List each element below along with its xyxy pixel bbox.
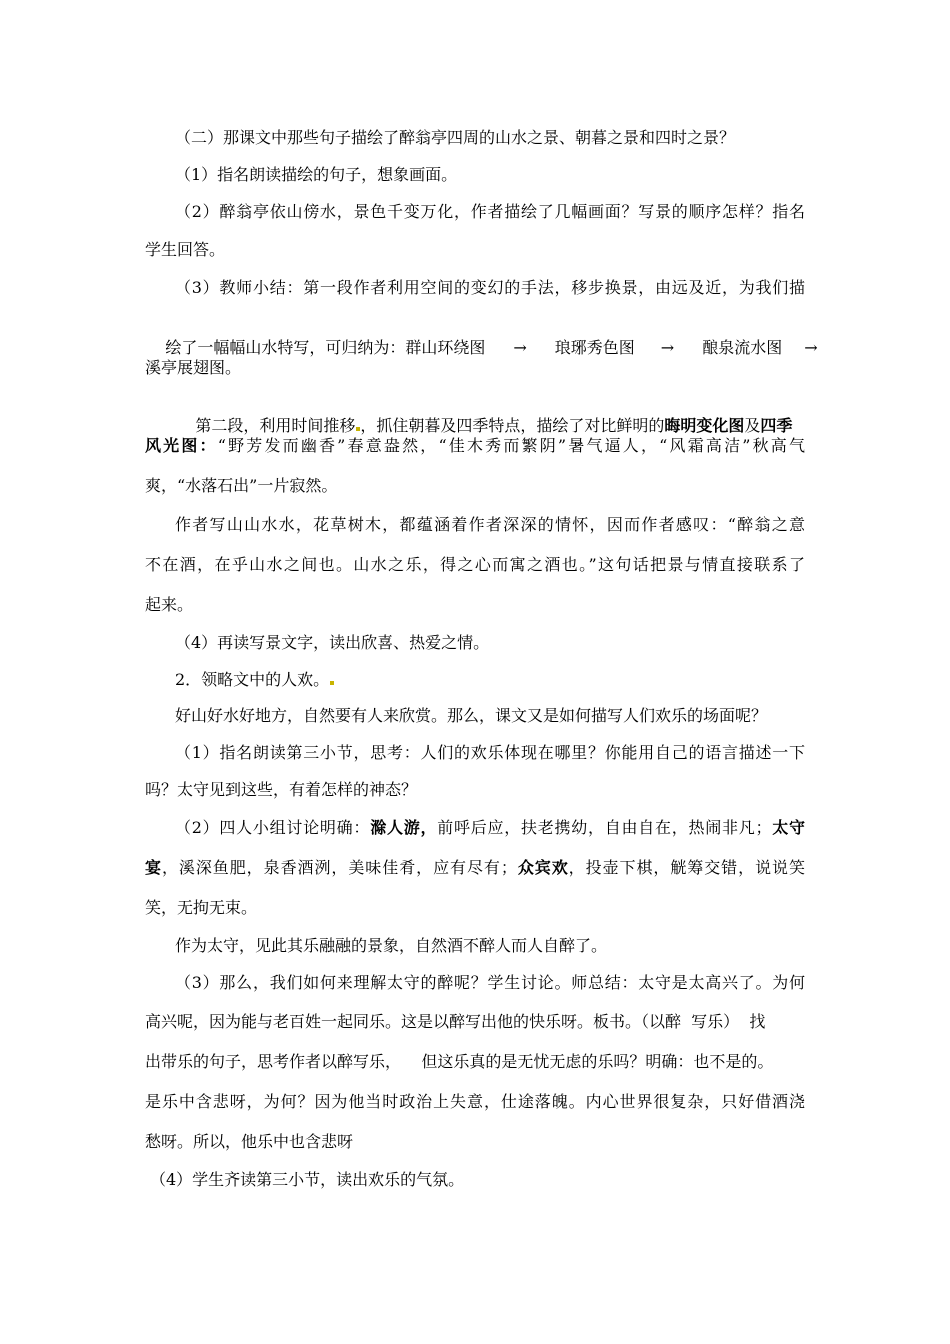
arrow-icon: → [513, 338, 527, 357]
paragraph-line: 吗？太守见到这些，有着怎样的神态？ [145, 780, 418, 799]
paragraph-line: 高兴呢，因为能与老百姓一起同乐。这是以醉写出他的快乐呀。板书。（以醉 写乐） 找 [145, 1012, 766, 1031]
paragraph-line: 绘了一幅幅山水特写，可归纳为：群山环绕图 → 琅琊秀色图 → 酿泉流水图 → [165, 338, 818, 357]
paragraph-line: 愁呀。所以，他乐中也含悲呀 [145, 1132, 354, 1151]
paragraph-line: （4）学生齐读第三小节，读出欢乐的气氛。 [150, 1170, 465, 1189]
paragraph-line: 溪亭展翅图。 [145, 358, 242, 377]
arrow-icon: → [660, 338, 675, 357]
section-heading: 2．领略文中的人欢。 [175, 670, 334, 690]
paragraph-line: （2）四人小组讨论明确：滁人游，前呼后应，扶老携幼，自由自在，热闹非凡；太守 [175, 818, 805, 837]
paragraph-line: 是乐中含悲呀，为何？因为他当时政治上失意，仕途落魄。内心世界很复杂，只好借酒浇 [145, 1092, 805, 1111]
paragraph-line: （3）那么，我们如何来理解太守的醉呢？学生讨论。师总结：太守是太高兴了。为何 [175, 973, 805, 992]
paragraph-line: 第二段，利用时间推移 ，抓住朝暮及四季特点，描绘了对比鲜明的晦明变化图及四季 [195, 416, 793, 435]
paragraph-line: 好山好水好地方，自然要有人来欣赏。那么，课文又是如何描写人们欢乐的场面呢？ [175, 706, 768, 725]
paragraph-line: （1）指名朗读第三小节，思考：人们的欢乐体现在哪里？你能用自己的语言描述一下 [175, 743, 805, 762]
paragraph-line: 宴，溪深鱼肥，泉香酒洌，美味佳肴，应有尽有；众宾欢，投壶下棋，觥筹交错，说说笑 [145, 858, 805, 877]
question-heading: （二）那课文中那些句子描绘了醉翁亭四周的山水之景、朝暮之景和四时之景？ [175, 128, 736, 147]
paragraph-line: （2）醉翁亭依山傍水，景色千变万化，作者描绘了几幅画面？写景的顺序怎样？指名 [175, 202, 805, 221]
paragraph-line: （4）再读写景文字，读出欣喜、热爱之情。 [175, 633, 490, 652]
paragraph-line: （3）教师小结：第一段作者利用空间的变幻的手法，移步换景，由远及近，为我们描 [175, 278, 805, 297]
mark-dot [330, 681, 334, 685]
arrow-icon: → [804, 338, 818, 357]
paragraph-line: 学生回答。 [145, 240, 226, 259]
paragraph-line: 风光图：“野芳发而幽香”春意盎然，“佳木秀而繁阴”暑气逼人，“风霜高洁”秋高气 [145, 436, 805, 455]
paragraph-line: 作者写山山水水，花草树木，都蕴涵着作者深深的情怀，因而作者感叹：“醉翁之意 [175, 515, 805, 534]
paragraph-line: 爽，“水落石出”一片寂然。 [145, 476, 338, 495]
paragraph-line: （1）指名朗读描绘的句子，想象画面。 [175, 165, 458, 184]
paragraph-line: 起来。 [145, 595, 194, 614]
paragraph-line: 作为太守，见此其乐融融的景象，自然酒不醉人而人自醉了。 [175, 936, 608, 955]
paragraph-line: 不在酒，在乎山水之间也。山水之乐，得之心而寓之酒也。”这句话把景与情直接联系了 [145, 555, 805, 574]
paragraph-line: 笑，无拘无束。 [145, 898, 258, 917]
paragraph-line: 出带乐的句子，思考作者以醉写乐， 但这乐真的是无忧无虑的乐吗？明确：也不是的。 [145, 1052, 774, 1071]
